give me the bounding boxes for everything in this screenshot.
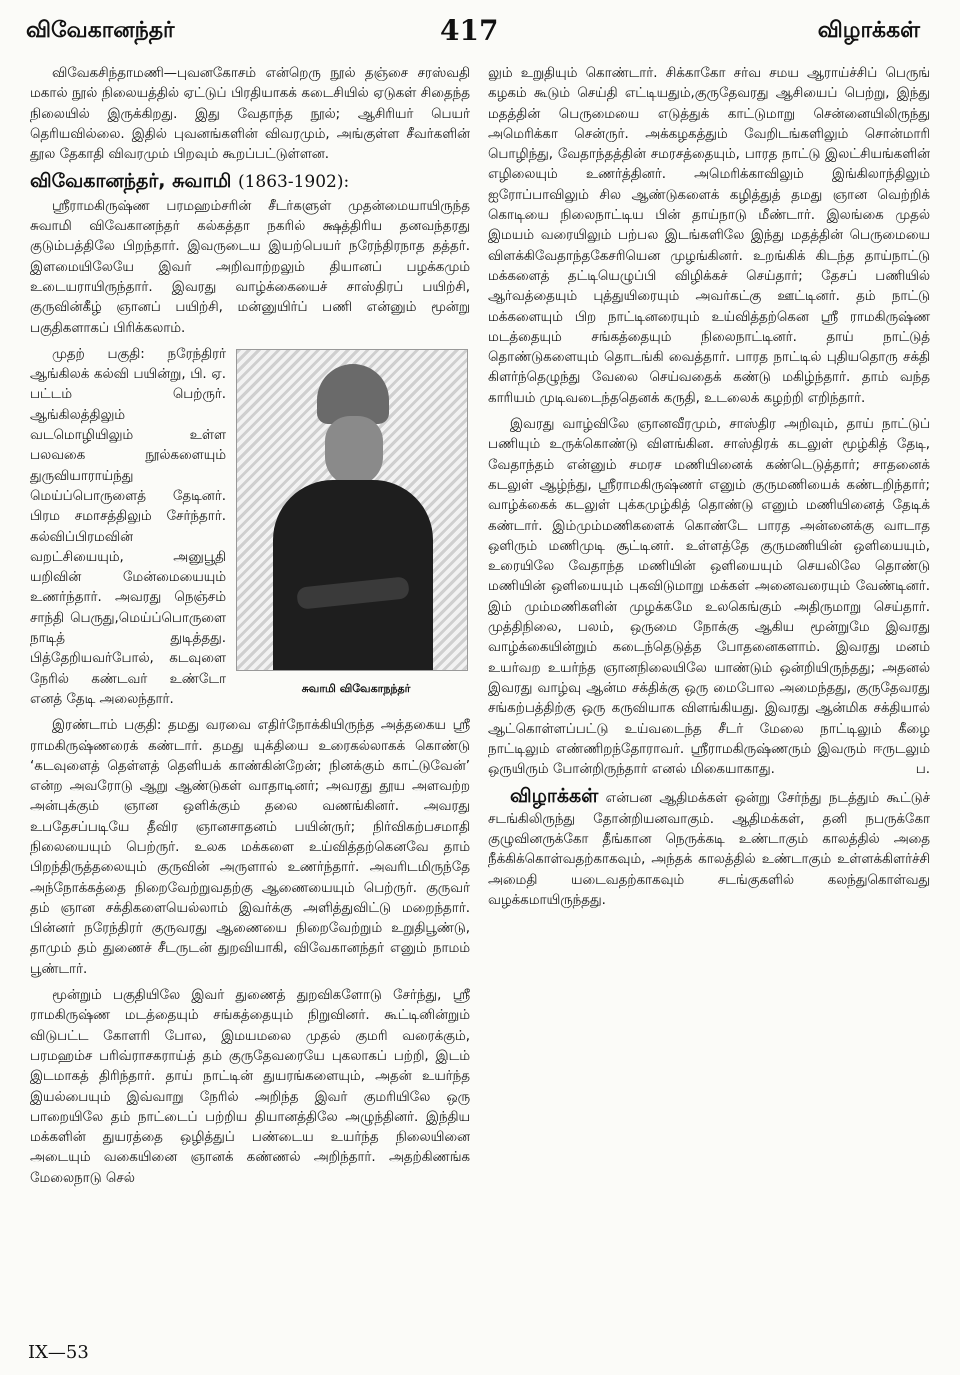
paragraph-3: இரண்டாம் பகுதி: தமது வரவை எதிர்நோக்கியிருந்த அத்தகைய ஸ்ரீ ராமகிருஷ்ணரைக் கண்டார். தமது யுக்தியை உரைகல்லாகக் கொண்டு ‘கடவுளைத் தெள்ளத் தெளியக் காண்கின்றேன்; நினக்கும் காட்டுவேன்’ என்ற அவரோடு ஆறு ஆண்டுகள் வாதாடினர்; அவரது தூய அளவற்ற அன்புக்கும் ஞான ஒளிக்கும் தலை வணங்கினர். அவரது உபதேசப்படியே தீவிர ஞானசாதனம் பயின்ருர்; நிர்விகற்பசமாதி நிலையையும் பெற்ருர். உலக மக்களை உய்வித்தற்கெனவே தாம் பிறந்திருத்தலையும் குருவின் அருளால் உணர்ந்தார். அவரிடமிருந்தே அந்நோக்கத்தை நிறைவேற்றுவதற்கு ஆணையையும் பெற்ருர். குருவர் தம் ஞான சக்திகளையெல்லாம் இவர்க்கு அளித்துவிட்டு மறைந்தார். பின்னர் நரேந்திரர் குருவரது ஆணையை நிறைவேற்றும் உறுதிபூண்டு, தாமும் தம் துணைச் சீடருடன் துறவியாகி, விவேகானந்தர் எனும் நாமம் பூண்டார். [30, 718, 470, 977]
entry-festivals [488, 786, 930, 911]
author-initial: ப. [915, 762, 930, 778]
assessment-text: இவரது வாழ்விலே ஞானவீரமும், சாஸ்திர அறிவும், தாய் நாட்டுப் பணியும் உருக்கொண்டு விளங்கின. சாஸ்திரக் கடலுள் மூழ்கித் தேடி, வேதாந்தம் என்னும் சமரச மணியினைக் கண்டெடுத்தார்; சாதனைக் கடலுள் ஆழ்ந்து, ஸ்ரீராமகிருஷ்ணர் எனும் குருமணியைக் கண்டறிந்தார்; வாழ்க்கைக் கடலுள் புக்கமுழ்கித் தொண்டு எனும் மணியினைத் தேடிக் கண்டார். இம்மும்மணிகளைக் கொண்டே பாரத அன்னைக்கு வாடாத ஒளிரும் மணிமுடி சூட்டினர். உள்ளத்தே குருமணியின் ஒளியையும், உரையிலே வேதாந்த மணியின் ஒளியையும் செயலிலே தொண்டு மணியின் ஒளியையும் புகவிடுமாறு மக்கள் அனைவரையும் வேண்டினர். இம் மும்மணிகளின் முழக்கமே உலகெங்கும் அதிருமாறு செய்தார். முத்திநிலை, பலம், ஒருமை நோக்கு ஆகிய மூன்றுமே இவரது வாழ்க்கையின்றும் கடைந்தெடுத்த போதனைகளாம். இவரது மனம் உயர்வற உயர்ந்த ஞானநிலையிலே யாண்டும் ஒன்றியிருந்தது; அதனல் இவரது வாழ்வு ஆன்ம சக்திக்கு ஒரு மைபோல அமைந்தது, குருதேவரது சங்கற்பத்திற்கு ஒரு கருவியாக விளங்கியது. இவரது ஆன்மிக சக்தியால் ஆட்கொள்ளப்பட்டு உய்வடைந்த சீடர் மேலை நாட்டிலும் கீழை நாட்டிலும் எண்ணிறந்தோராவர். ஸ்ரீராமகிருஷ்ணரும் இவரும் ஈருடலும் ஒருயிரும் போன்றிருந்தார் எனல் மிகையாகாது. [488, 417, 930, 778]
page-number: 417 [440, 14, 499, 47]
entry2-title: விழாக்கள் [510, 785, 599, 808]
figure-caption: சுவாமி விவேகாநந்தர் [301, 681, 411, 695]
portrait-photo [236, 349, 468, 671]
paragraph-2: முதற் பகுதி: நரேந்திரர் ஆங்கிலக் கல்வி பயின்று, பி. ஏ. பட்டம் பெற்ருர். ஆங்கிலத்திலும் வடமொழியிலும் உள்ள பலவகை நூல்களையும் துருவியாராய்ந்து மெய்ப்பொருளைத் தேடினர். பிரம சமாசத்திலும் சேர்ந்தார். கல்விப்பிரமவின் வறட்சியையும், அனுபூதி யறிவின் மேன்மையையும் உணர்ந்தார். அவரது நெஞ்சம் சாந்தி பெருது,மெய்ப்பொருளை நாடித் துடித்தது. பித்தேறியவர்போல், கடவுளை நேரில் கண்டவர் உண்டோ எனத் தேடி அலைந்தார். [30, 346, 226, 707]
paragraph-1: ஸ்ரீராமகிருஷ்ண பரமஹம்சரின் சீடர்களுள் முதன்மையாயிருந்த சுவாமி விவேகானந்தர் கல்கத்தா நகரில் க்ஷத்திரிய தனவந்தரது குடும்பத்திலே பிறந்தார். இவருடைய இயற்பெயர் நரேந்திரநாத தத்தர். இளமையிலேயே இவர் அறிவாற்றலும் தியானப் பழக்கமும் உடையராயிருந்தார். இவரது வாழ்க்கையைச் சாஸ்திரப் பயிற்சி, குருவின்கீழ் ஞானப் பயிற்சி, மன்னுயிர்ப் பணி என்னும் மூன்று பகுதிகளாகப் பிரிக்கலாம். [30, 198, 470, 336]
entry-dates: (1863-1902): [237, 172, 350, 193]
running-head-left: விவேகானந்தர் [26, 18, 175, 43]
running-head-right: விழாக்கள் [817, 18, 920, 43]
paragraph-assessment [488, 415, 930, 780]
portrait-figure [236, 349, 476, 699]
running-head [0, 10, 960, 58]
left-column [30, 64, 470, 1334]
festivals-text: என்பன ஆதிமக்கள் ஒன்று சேர்ந்து நடத்தும் கூட்டுச் சடங்கிலிருந்து தோன்றியனவாகும். ஆதிமக்கள், தனி நபருக்கோ குழுவினருக்கோ தீங்கான நெருக்கடி உண்டாகும் காலத்தில் அதை நீக்கிக்கொள்வதற்காகவும், அந்தக் காலத்தில் உண்டாகும் உள்ளக்கிளர்ச்சி அமைதி யடைவதற்காகவும் சடங்குகளில் கலந்துகொள்வது வழக்கமாயிருந்தது. [488, 791, 930, 908]
signature-mark: IX—53 [28, 1342, 89, 1363]
paragraph-4: மூன்றும் பகுதியிலே இவர் துணைத் துறவிகளோடு சேர்ந்து, ஸ்ரீ ராமகிருஷ்ண மடத்தையும் சங்கத்தையும் நிறுவினர். கூட்டினின்றும் விடுபட்ட கோளரி போல, இமயமலை முதல் குமரி வரைக்கும், பரமஹம்ச பரிவ்ராசகராய்த் தம் குருதேவரையே புகலாகப் பற்றி, இடம் இடமாகத் திரிந்தார். தாய் நாட்டின் துயரங்களையும், அதன் உயர்ந்த இயல்பையும் இவ்வாறு நேரில் அறிந்த இவர் குமரியிலே ஒரு பாறையிலே தம் நாட்டைப் பற்றிய தியானத்திலே அழுந்தினர். இந்திய மக்களின் துயரத்தை ஒழித்துப் பண்டைய உயர்ந்த நிலையினை அடையும் வகையினை ஞானக் கண்ணல் அறிந்தார். அதற்கிணங்க மேலைநாடு செல் [30, 988, 470, 1186]
paragraph-continued: லும் உறுதியும் கொண்டார். சிக்காகோ சர்வ சமய ஆராய்ச்சிப் பெருங் கழகம் கூடும் செய்தி எட்டியதும்,குருதேவரது ஆசியைப் பெற்று, இந்து மதத்தின் பெருமையை எடுத்துக் காட்டுமாறு சென்னையிலிருந்து அமெரிக்கா சென்ருர். அக்கழகத்தும் வேறிடங்களிலும் சொன்மாரி பொழிந்து, வேதாந்தத்தின் சமரசத்தையும், பாரத நாட்டு இலட்சியங்களின் எழிலையும் உணர்த்தினர். அமெரிக்காவிலும் இங்கிலாந்திலும் ஐரோப்பாவிலும் சில ஆண்டுகளைக் கழித்துத் தமது ஞான வெற்றிக் கொடியை நிலைநாட்டிய பின் தாய்நாடு மீண்டார். இலங்கை முதல் இமயம் வரையிலும் பற்பல இடங்களிலே இந்து மதத்தின் பெருமையை விளக்கிவேதாந்தகேசரியென முழங்கினர். உறங்கிக் கிடந்த தாய்நாட்டு மக்களைத் தட்டியெழுப்பி விழிக்கச் செய்தார்; தேசப் பணியில் ஆர்வத்தையும் புத்துயிரையும் அவர்கட்கு ஊட்டினர். தம் நாட்டு மக்களையும் பிற நாட்டினரையும் உய்வித்தற்கென ஸ்ரீ ராமகிருஷ்ண மடத்தையும் சங்கத்தையும் நிலைநாட்டினர். தாய் நாட்டுத் தொண்டுகளையும் தொடங்கி வைத்தார். பாரத நாட்டில் புதியதொரு சக்தி கிளர்ந்தெழுந்து வேலை செய்வதைக் கண்டு மகிழ்ந்தார். தாம் வந்த காரியம் முடிவடைந்ததெனக் கருதி, உடலைக் கழற்றி எறிந்தார். [488, 66, 930, 406]
entry-title: விவேகானந்தர், சுவாமி [30, 170, 232, 193]
entry-heading-vivekananda [30, 171, 470, 192]
intro-paragraph: விவேகசிந்தாமணி—புவனகோசம் என்றெரு நூல் தஞ்சை சரஸ்வதி மகால் நூல் நிலையத்தில் ஏட்டுப் பிரதியாகக் கடைசியில் ஏடுகள் சிதைந்த நிலையில் இருக்கிறது. இது வேதாந்த நூல்; ஆசிரியர் பெயர் தெரியவில்லை. இதில் புவனங்களின் விவரமும், அங்குள்ள சீவர்களின் தூல தேகாதி விவரமும் பிறவும் கூறப்பட்டுள்ளன. [30, 66, 470, 163]
right-column [488, 64, 930, 1334]
